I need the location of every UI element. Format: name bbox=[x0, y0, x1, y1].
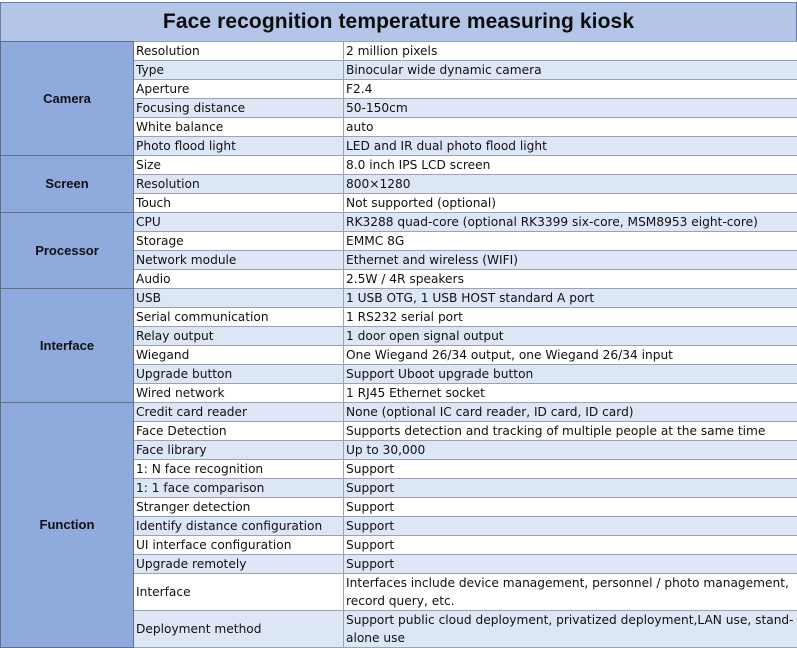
spec-value: Ethernet and wireless (WIFI) bbox=[344, 251, 797, 270]
spec-row bbox=[1, 213, 797, 232]
spec-value: Interfaces include device management, personnel / photo management, record query, etc. bbox=[344, 574, 797, 611]
spec-label: Face Detection bbox=[134, 422, 344, 441]
spec-value: Support bbox=[344, 536, 797, 555]
spec-label: CPU bbox=[134, 213, 344, 232]
spec-label: Network module bbox=[134, 251, 344, 270]
spec-label: USB bbox=[134, 289, 344, 308]
spec-value: 8.0 inch IPS LCD screen bbox=[344, 156, 797, 175]
sheet-title: Face recognition temperature measuring kiosk bbox=[0, 2, 797, 42]
spec-value: F2.4 bbox=[344, 80, 797, 99]
spec-value: Support public cloud deployment, privatized deployment,LAN use, stand-alone use bbox=[344, 611, 797, 648]
spec-label: Touch bbox=[134, 194, 344, 213]
spec-label: Size bbox=[134, 156, 344, 175]
spec-label: Storage bbox=[134, 232, 344, 251]
spec-value: Support bbox=[344, 498, 797, 517]
spec-label: Relay output bbox=[134, 327, 344, 346]
group-label-screen: Screen bbox=[1, 156, 134, 213]
spec-table bbox=[0, 41, 797, 648]
spec-value: LED and IR dual photo flood light bbox=[344, 137, 797, 156]
spec-value: 800×1280 bbox=[344, 175, 797, 194]
spec-label: Focusing distance bbox=[134, 99, 344, 118]
spec-value: None (optional IC card reader, ID card, ID card) bbox=[344, 403, 797, 422]
spec-label: Audio bbox=[134, 270, 344, 289]
spec-table-body bbox=[1, 42, 797, 648]
group-label-interface: Interface bbox=[1, 289, 134, 403]
group-label-camera: Camera bbox=[1, 42, 134, 156]
spec-value: Not supported (optional) bbox=[344, 194, 797, 213]
spec-label: Stranger detection bbox=[134, 498, 344, 517]
spec-value: Support bbox=[344, 517, 797, 536]
spec-value: Support Uboot upgrade button bbox=[344, 365, 797, 384]
spec-label: Interface bbox=[134, 574, 344, 611]
spec-label: 1: 1 face comparison bbox=[134, 479, 344, 498]
spec-label: Upgrade button bbox=[134, 365, 344, 384]
spec-row bbox=[1, 156, 797, 175]
spec-label: Aperture bbox=[134, 80, 344, 99]
spec-row bbox=[1, 289, 797, 308]
spec-value: Supports detection and tracking of multiple people at the same time bbox=[344, 422, 797, 441]
spec-label: Resolution bbox=[134, 42, 344, 61]
spec-label: Serial communication bbox=[134, 308, 344, 327]
spec-value: 1 USB OTG, 1 USB HOST standard A port bbox=[344, 289, 797, 308]
spec-value: Support bbox=[344, 460, 797, 479]
spec-label: UI interface configuration bbox=[134, 536, 344, 555]
spec-value: EMMC 8G bbox=[344, 232, 797, 251]
spec-label: Wired network bbox=[134, 384, 344, 403]
spec-value: auto bbox=[344, 118, 797, 137]
spec-label: 1: N face recognition bbox=[134, 460, 344, 479]
spec-label: Credit card reader bbox=[134, 403, 344, 422]
spec-value: 1 RS232 serial port bbox=[344, 308, 797, 327]
spec-value: 50-150cm bbox=[344, 99, 797, 118]
spec-label: Deployment method bbox=[134, 611, 344, 648]
spec-label: Wiegand bbox=[134, 346, 344, 365]
spec-label: Photo flood light bbox=[134, 137, 344, 156]
spec-row bbox=[1, 403, 797, 422]
group-label-processor: Processor bbox=[1, 213, 134, 289]
spec-value: Support bbox=[344, 555, 797, 574]
spec-label: Resolution bbox=[134, 175, 344, 194]
spec-value: 1 RJ45 Ethernet socket bbox=[344, 384, 797, 403]
spec-value: 1 door open signal output bbox=[344, 327, 797, 346]
spec-value: 2 million pixels bbox=[344, 42, 797, 61]
group-label-function: Function bbox=[1, 403, 134, 648]
spec-value: One Wiegand 26/34 output, one Wiegand 26/34 input bbox=[344, 346, 797, 365]
spec-value: Support bbox=[344, 479, 797, 498]
spec-label: Upgrade remotely bbox=[134, 555, 344, 574]
spec-value: 2.5W / 4R speakers bbox=[344, 270, 797, 289]
spec-value: RK3288 quad-core (optional RK3399 six-core, MSM8953 eight-core) bbox=[344, 213, 797, 232]
spec-row bbox=[1, 42, 797, 61]
spec-label: Identify distance configuration bbox=[134, 517, 344, 536]
spec-label: Type bbox=[134, 61, 344, 80]
spec-label: White balance bbox=[134, 118, 344, 137]
spec-value: Binocular wide dynamic camera bbox=[344, 61, 797, 80]
spec-value: Up to 30,000 bbox=[344, 441, 797, 460]
spec-label: Face library bbox=[134, 441, 344, 460]
